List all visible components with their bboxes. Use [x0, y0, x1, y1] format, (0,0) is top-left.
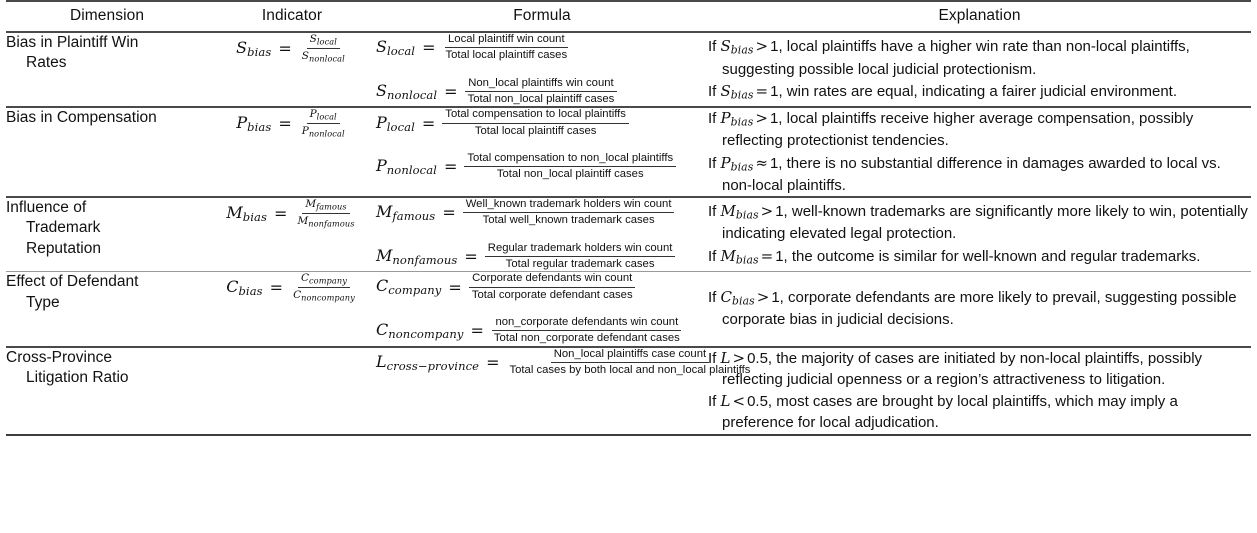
explanation-paragraph — [708, 287, 1251, 330]
indicator-fraction — [299, 108, 348, 139]
formula-subscript: nonfamous — [392, 253, 458, 268]
formula-subscript: cross−province — [386, 359, 480, 373]
denominator-subscript: nonlocal — [308, 53, 345, 64]
cell-formula — [376, 32, 708, 107]
formula-variable: C — [376, 276, 389, 296]
cell-indicator — [208, 197, 376, 272]
comparison-value: 1 — [769, 110, 779, 128]
cell-explanation — [708, 107, 1251, 197]
fraction-numerator — [298, 272, 350, 288]
indicator-fraction — [299, 33, 348, 64]
fraction-denominator: Total non_corporate defendant cases — [493, 332, 680, 345]
dimension-line: Influence of — [6, 198, 87, 216]
formula-equation — [376, 242, 708, 272]
cell-explanation — [708, 272, 1251, 347]
comparison-value: 1 — [775, 203, 784, 221]
formula-variable: P — [376, 112, 387, 132]
fraction-numerator: Non_local plaintiffs win count — [465, 77, 616, 92]
dimension-line: Effect of Defendant — [6, 273, 139, 291]
dimension-line: Cross-Province — [6, 348, 112, 366]
cell-dimension — [6, 347, 208, 435]
comparator: = — [760, 246, 774, 265]
indicator-subscript: bias — [247, 120, 272, 135]
comparison-value: 1 — [770, 82, 779, 100]
comparison-value: 1 — [775, 247, 784, 265]
indicator-fraction — [290, 272, 358, 303]
equals-sign: = — [444, 81, 458, 101]
fraction-numerator: Well_known trademark holders win count — [463, 198, 675, 213]
fraction-numerator — [307, 33, 340, 49]
comparison-value: 0.5 — [747, 349, 768, 367]
comparison-value: 1 — [771, 289, 780, 307]
equals-sign: = — [486, 352, 500, 372]
comparator: > — [755, 37, 769, 56]
explanation-text: , most cases are brought by local plaintiffs, which may imply a preference for local adjudication. — [722, 393, 1178, 432]
explanation-subscript: bias — [730, 44, 754, 58]
indicator-variable: C — [226, 277, 239, 297]
dimension-line: Reputation — [26, 239, 101, 257]
formula-equation — [376, 316, 708, 346]
explanation-variable: S — [720, 37, 731, 56]
fraction-numerator: Regular trademark holders win count — [485, 242, 676, 257]
cell-formula — [376, 197, 708, 272]
fraction-numerator: Corporate defendants win count — [469, 272, 635, 287]
numerator-subscript: local — [316, 36, 337, 47]
explanation-paragraph — [708, 108, 1251, 151]
fraction-denominator: Total non_local plaintiff cases — [467, 92, 615, 105]
formula-fraction — [491, 316, 683, 346]
equals-sign: = — [442, 203, 456, 223]
indicator-equation — [208, 272, 376, 303]
dimension-line: Trademark — [26, 219, 101, 237]
indicator-variable: M — [226, 202, 243, 222]
dimension-line: Bias in Plaintiff Win — [6, 34, 139, 51]
formula-subscript: local — [386, 119, 415, 134]
fraction-numerator — [302, 198, 349, 214]
formula-lhs — [376, 246, 457, 267]
indicator-lhs — [226, 203, 267, 224]
formula-subscript: company — [388, 283, 442, 298]
indicator-variable: S — [236, 37, 248, 57]
indicator-subscript: bias — [238, 284, 263, 299]
cell-formula — [376, 347, 751, 435]
formula-variable: M — [376, 245, 393, 265]
formula-lhs — [376, 276, 441, 297]
fraction-denominator — [299, 49, 348, 64]
explanation-paragraph — [708, 391, 1251, 434]
comparison-value: 1 — [770, 38, 779, 56]
explanation-subscript: bias — [730, 160, 754, 174]
table-row — [6, 107, 1251, 197]
numerator-variable: M — [305, 197, 317, 210]
explanation-variable: L — [720, 348, 731, 367]
formula-lhs — [376, 113, 415, 134]
explanation-prefix: If — [708, 154, 721, 172]
numerator-subscript: company — [309, 275, 347, 286]
column-header-dimension: Dimension — [6, 1, 208, 32]
cell-indicator — [208, 32, 376, 107]
cell-indicator — [208, 272, 376, 347]
numerator-variable: P — [309, 108, 317, 121]
column-header-formula: Formula — [376, 1, 708, 32]
explanation-prefix: If — [708, 38, 721, 56]
denominator-variable: C — [293, 289, 302, 302]
indicator-fraction — [294, 198, 357, 229]
formula-variable: P — [376, 156, 387, 176]
formula-equation — [376, 347, 751, 378]
formula-fraction — [464, 152, 676, 182]
fraction-denominator: Total cases by both local and non_local plaintiffs — [509, 363, 751, 376]
comparator: = — [755, 81, 769, 100]
metrics-table — [6, 0, 1251, 436]
formula-equation — [376, 33, 708, 63]
explanation-prefix: If — [708, 203, 721, 221]
formula-subscript: famous — [392, 209, 436, 224]
formula-equation — [376, 108, 708, 138]
comparator: > — [732, 348, 746, 367]
table-row — [6, 197, 1251, 272]
table-header — [6, 1, 1251, 32]
equals-sign: = — [421, 113, 436, 133]
equals-sign: = — [274, 203, 288, 223]
explanation-paragraph — [708, 348, 1251, 391]
fraction-denominator: Total local plaintiff cases — [474, 124, 597, 137]
formula-subscript: nonlocal — [386, 163, 437, 178]
cell-explanation — [708, 197, 1251, 272]
numerator-subscript: famous — [316, 201, 347, 212]
cell-dimension — [6, 197, 208, 272]
formula-lhs — [376, 37, 415, 58]
explanation-text: , well-known trademarks are significantly more likely to win, potentially indicating elevated legal protection. — [722, 203, 1248, 243]
table-body — [6, 32, 1251, 435]
fraction-denominator: Total local plaintiff cases — [445, 49, 568, 62]
equals-sign: = — [448, 277, 462, 297]
cell-dimension — [6, 107, 208, 197]
dimension-line: Type — [26, 293, 60, 311]
explanation-subscript: bias — [730, 88, 754, 102]
explanation-subscript: bias — [735, 209, 759, 223]
explanation-subscript: bias — [735, 253, 759, 267]
explanation-text: , the outcome is similar for well-known and regular trademarks. — [783, 247, 1201, 265]
denominator-variable: S — [301, 49, 309, 62]
numerator-variable: C — [300, 272, 309, 285]
table-row — [6, 272, 1251, 347]
denominator-subscript: noncompany — [301, 292, 355, 303]
formula-variable: C — [376, 320, 389, 340]
column-header-explanation: Explanation — [708, 1, 1251, 32]
comparator: > — [760, 202, 774, 221]
explanation-prefix: If — [708, 289, 721, 307]
equals-sign: = — [443, 157, 458, 177]
fraction-denominator — [290, 288, 358, 303]
explanation-paragraph — [708, 36, 1251, 79]
fraction-denominator — [294, 214, 357, 229]
explanation-subscript: bias — [730, 116, 754, 129]
formula-variable: S — [376, 80, 387, 100]
formula-subscript: noncompany — [388, 327, 464, 342]
formula-subscript: nonlocal — [386, 88, 438, 103]
explanation-variable: S — [720, 81, 731, 100]
explanation-variable: L — [720, 392, 731, 411]
explanation-variable: M — [720, 246, 736, 265]
fraction-denominator: Total corporate defendant cases — [471, 288, 633, 301]
fraction-numerator: non_corporate defendants win count — [492, 316, 681, 331]
comparison-value: 1 — [769, 154, 779, 172]
denominator-variable: P — [301, 125, 309, 138]
formula-fraction — [442, 108, 629, 138]
fraction-numerator — [307, 108, 340, 124]
cell-dimension — [6, 272, 208, 347]
formula-variable: M — [376, 202, 393, 222]
indicator-lhs — [236, 38, 271, 59]
indicator-variable: P — [236, 113, 248, 133]
fraction-denominator: Total regular trademark cases — [505, 257, 655, 270]
formula-subscript: local — [386, 44, 416, 59]
equals-sign: = — [470, 321, 484, 341]
denominator-subscript: nonlocal — [308, 128, 345, 139]
formula-fraction — [485, 242, 676, 272]
denominator-variable: M — [297, 214, 309, 227]
explanation-text: , corporate defendants are more likely to prevail, suggesting possible corporate bias in judicial decisions. — [722, 289, 1237, 329]
explanation-prefix: If — [708, 393, 721, 411]
cell-explanation — [708, 347, 1251, 435]
explanation-text: , the majority of cases are initiated by non-local plaintiffs, possibly reflecting judicial openness or a region’s attractiveness to litigation. — [722, 349, 1203, 388]
equals-sign: = — [269, 278, 284, 298]
formula-lhs — [376, 156, 437, 177]
explanation-text: , local plaintiffs receive higher average compensation, possibly reflecting protectionist tendencies. — [722, 110, 1194, 150]
equals-sign: = — [278, 114, 292, 134]
numerator-variable: S — [309, 33, 317, 45]
formula-variable: S — [376, 37, 387, 57]
explanation-prefix: If — [708, 110, 721, 128]
dimension-line: Rates — [26, 54, 67, 72]
fraction-denominator: Total well_known trademark cases — [482, 214, 655, 227]
cell-indicator — [208, 347, 376, 435]
numerator-subscript: local — [316, 111, 337, 122]
comparator: > — [755, 109, 768, 128]
cell-explanation — [708, 32, 1251, 107]
indicator-lhs — [236, 113, 271, 134]
comparator: ≈ — [755, 153, 768, 172]
fraction-denominator: Total non_local plaintiff cases — [496, 168, 644, 181]
fraction-numerator: Total compensation to local plaintiffs — [442, 108, 629, 123]
cell-dimension — [6, 32, 208, 107]
formula-lhs — [376, 352, 479, 373]
comparator: < — [732, 392, 746, 411]
table-row — [6, 32, 1251, 107]
formula-fraction — [443, 33, 571, 63]
table-row — [6, 347, 1251, 435]
explanation-variable: P — [720, 153, 731, 172]
formula-lhs — [376, 81, 437, 102]
denominator-subscript: nonfamous — [308, 218, 355, 229]
formula-fraction — [465, 77, 618, 107]
formula-lhs — [376, 320, 463, 341]
explanation-text: , win rates are equal, indicating a fairer judicial environment. — [778, 82, 1178, 100]
fraction-denominator — [299, 124, 348, 139]
equals-sign: = — [278, 38, 292, 58]
equals-sign: = — [422, 38, 436, 58]
indicator-subscript: bias — [247, 45, 272, 60]
explanation-text: , there is no substantial difference in damages awarded to local vs. non-local plaintiffs. — [722, 154, 1221, 194]
indicator-equation — [208, 108, 376, 139]
formula-variable: L — [376, 351, 387, 371]
explanation-variable: P — [720, 109, 731, 128]
comparison-value: 0.5 — [747, 393, 768, 411]
cell-formula — [376, 272, 708, 347]
indicator-equation — [208, 33, 376, 64]
explanation-paragraph — [708, 153, 1251, 196]
cell-formula — [376, 107, 708, 197]
fraction-numerator: Total compensation to non_local plaintiffs — [464, 152, 676, 167]
formula-fraction — [469, 272, 636, 302]
fraction-numerator: Local plaintiff win count — [445, 33, 568, 48]
explanation-subscript: bias — [732, 294, 755, 308]
explanation-paragraph — [708, 246, 1251, 268]
formula-fraction — [463, 198, 675, 228]
formula-lhs — [376, 202, 435, 223]
comparator: > — [756, 288, 770, 307]
explanation-prefix: If — [708, 82, 721, 100]
formula-equation — [376, 77, 708, 107]
explanation-variable: M — [720, 202, 736, 221]
formula-equation — [376, 272, 708, 302]
equals-sign: = — [464, 246, 478, 266]
explanation-variable: C — [720, 288, 732, 307]
explanation-prefix: If — [708, 349, 721, 367]
indicator-equation — [208, 198, 376, 229]
fraction-numerator: Non_local plaintiffs case count — [551, 348, 709, 363]
dimension-line: Bias in Compensation — [6, 109, 157, 127]
column-header-indicator: Indicator — [208, 1, 376, 32]
explanation-text: , local plaintiffs have a higher win rate than non-local plaintiffs, suggesting possible local judicial protectionism. — [722, 38, 1190, 78]
formula-equation — [376, 152, 708, 182]
dimension-line: Litigation Ratio — [26, 369, 129, 387]
cell-indicator — [208, 107, 376, 197]
header-row — [6, 1, 1251, 32]
indicator-subscript: bias — [242, 209, 268, 224]
indicator-lhs — [226, 277, 262, 298]
formula-equation — [376, 198, 708, 228]
explanation-paragraph — [708, 81, 1251, 103]
explanation-paragraph — [708, 201, 1251, 244]
explanation-prefix: If — [708, 247, 721, 265]
